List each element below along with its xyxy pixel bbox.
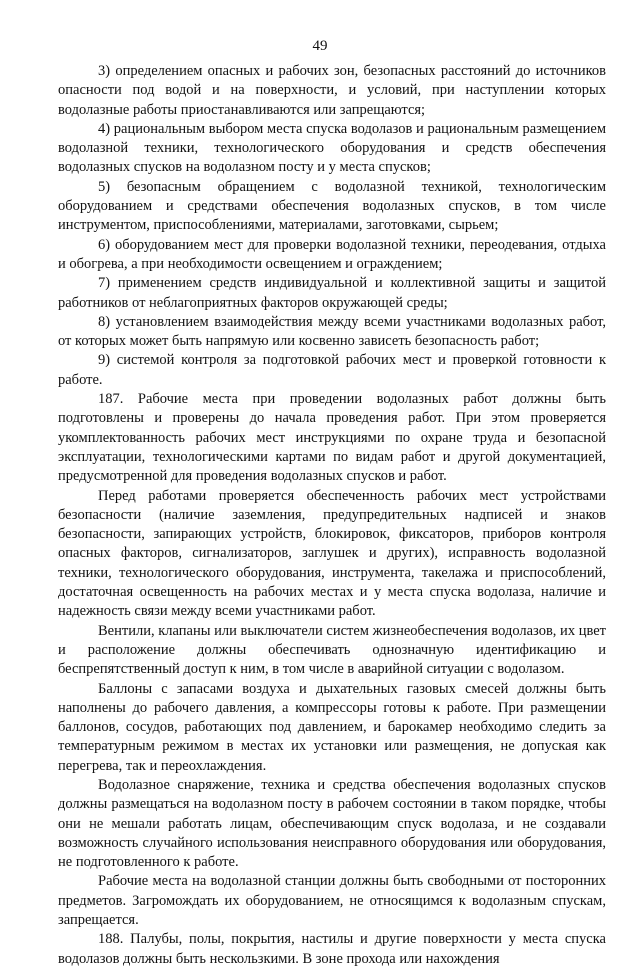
paragraph-workplaces-clear: Рабочие места на водолазной станции должны быть свободными от посторонних предметов. Загромождать их оборудованием, не относящимся к водолазным спускам, запрещается.	[58, 873, 606, 929]
paragraph-diving-equipment: Водолазное снаряжение, техника и средства обеспечения водолазных спусков должны размещаться на водолазном посту в рабочем состоянии в таком порядке, чтобы они не мешали работать лицам, обеспечивающим спуск водолаза, и не создавали возможность случайного использования неисправного оборудования или оборудования, не подготовленного к работе.	[58, 776, 606, 871]
paragraph-clause-187: 187. Рабочие места при проведении водолазных работ должны быть подготовлены и проверены до начала проведения работ. При этом проверяется укомплектованность рабочих мест инструкциями по охране труда и безопасной эксплуатации, технологическими картами по видам работ и другой документацией, предусмотренной для проведения водолазных спусков и работ.	[58, 391, 606, 485]
page-number: 49	[312, 38, 328, 54]
paragraph-item-5: 5) безопасным обращением с водолазной техникой, технологическим оборудованием и средствами обеспечения водолазных спусков, в том числе инструментом, приспособлениями, материалами, заготовками, сырьем;	[58, 178, 606, 234]
paragraph-item-3: 3) определением опасных и рабочих зон, безопасных расстояний до источников опасности под водой и на поверхности, и условий, при наступлении которых водолазные работы приостанавливаются или запрещаются;	[58, 63, 606, 118]
paragraph-item-6: 6) оборудованием мест для проверки водолазной техники, переодевания, отдыха и обогрева, а при необходимости освещением и ограждением;	[58, 236, 606, 272]
page-body	[58, 62, 606, 969]
paragraph-valves: Вентили, клапаны или выключатели систем жизнеобеспечения водолазов, их цвет и расположение должны обеспечивать однозначную идентификацию и беспрепятственный доступ к ним, в том числе в аварийной ситуации с водолазом.	[58, 622, 606, 678]
paragraph-item-9: 9) системой контроля за подготовкой рабочих мест и проверкой готовности к работе.	[58, 352, 606, 388]
paragraph-cylinders: Баллоны с запасами воздуха и дыхательных газовых смесей должны быть наполнены до рабочего давления, а компрессоры готовы к работе. При размещении баллонов, сосудов, работающих под давлением, и барокамер необходимо следить за температурным режимом в местах их установки или размещения, не допуская как перегрева, так и переохлаждения.	[58, 680, 606, 774]
paragraph-safety-devices-check: Перед работами проверяется обеспеченность рабочих мест устройствами безопасности (наличие заземления, предупредительных надписей и знаков безопасности, запирающих устройств, блокировок, фиксаторов, приборов контроля опасных факторов, сигнализаторов, заглушек и других), исправность водолазной техники, технологического оборудования, инструмента, такелажа и приспособлений, достаточная освещенность на рабочих местах и у места спуска водолаза, наличие и надежность связи между всеми участниками работ.	[58, 487, 606, 620]
paragraph-item-8: 8) установлением взаимодействия между всеми участниками водолазных работ, от которых может быть напрямую или косвенно зависеть безопасность работ;	[58, 313, 606, 350]
paragraph-item-4: 4) рациональным выбором места спуска водолазов и рациональным размещением водолазной техники, технологического оборудования и средств обеспечения водолазных спусков на водолазном посту и у места спусков;	[58, 120, 606, 176]
paragraph-clause-188: 188. Палубы, полы, покрытия, настилы и другие поверхности у места спуска водолазов должны быть нескользкими. В зоне прохода или нахождения	[58, 931, 606, 967]
paragraph-item-7: 7) применением средств индивидуальной и коллективной защиты и защитой работников от неблагоприятных факторов окружающей среды;	[58, 275, 606, 311]
